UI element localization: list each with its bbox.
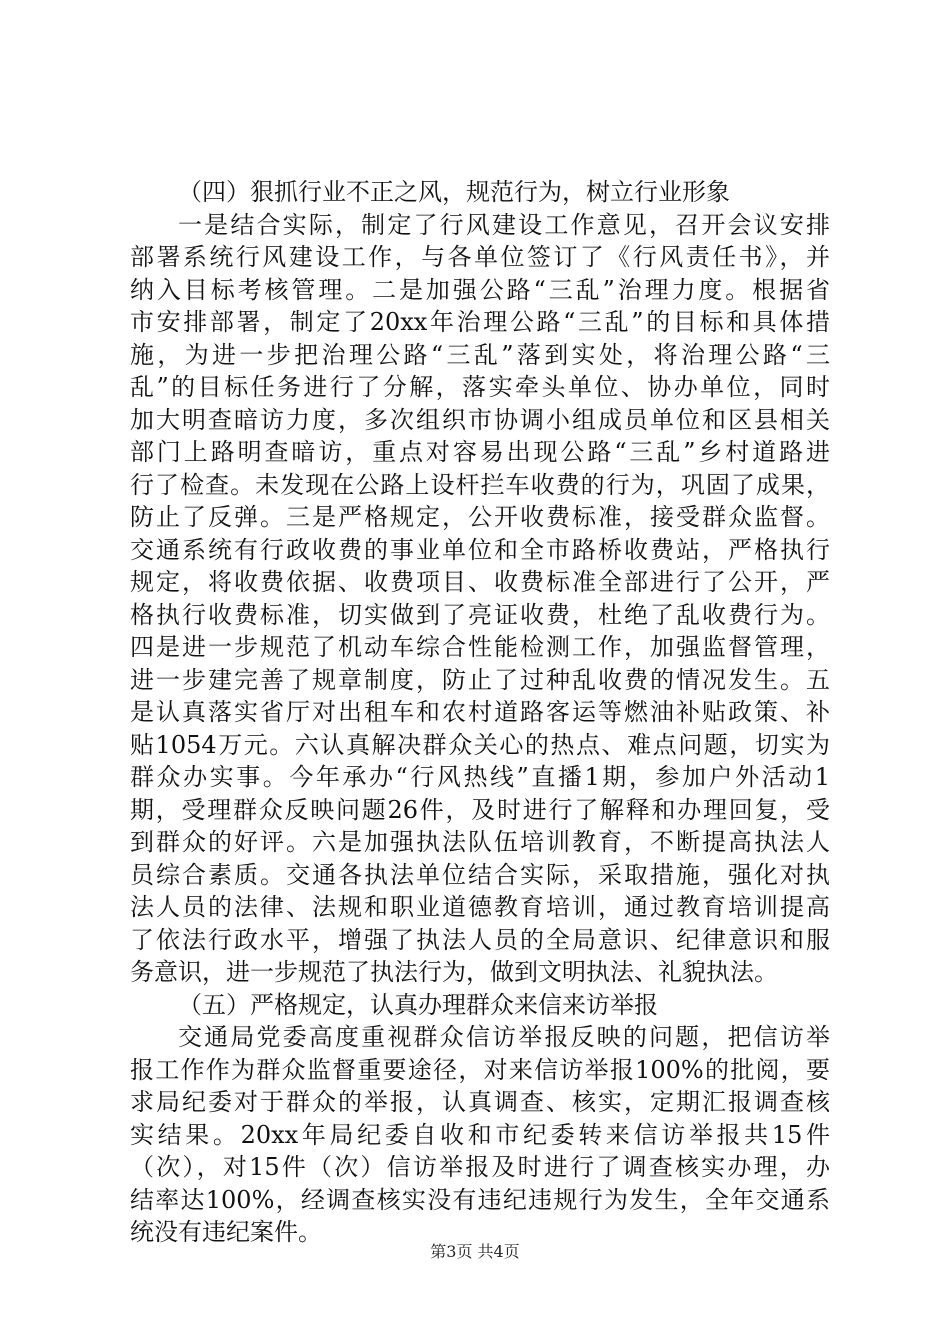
paragraph-line: 群众办实事。今年承办“行风热线”直播1期，参加户外活动1 <box>130 763 830 791</box>
document-body <box>130 176 830 1249</box>
paragraph-line: 交通局党委高度重视群众信访举报反映的问题，把信访举 <box>178 1023 830 1051</box>
paragraph-line: 行了检查。未发现在公路上设杆拦车收费的行为，巩固了成果， <box>130 470 830 499</box>
paragraph-line: 部署系统行风建设工作，与各单位签订了《行风责任书》，并 <box>130 243 830 271</box>
paragraph-line: 了依法行政水平，增强了执法人员的全局意识、纪律意识和服 <box>130 925 830 954</box>
section-heading: （四）狠抓行业不正之风，规范行为，树立行业形象 <box>178 178 730 206</box>
paragraph-line: 部门上路明查暗访，重点对容易出现公路“三乱”乡村道路进 <box>130 438 830 466</box>
paragraph-line: 四是进一步规范了机动车综合性能检测工作，加强监督管理， <box>130 633 830 661</box>
paragraph-line: 乱”的目标任务进行了分解，落实牵头单位、协办单位，同时 <box>130 373 830 401</box>
paragraph-line: 求局纪委对于群众的举报，认真调查、核实，定期汇报调查核 <box>130 1088 830 1116</box>
paragraph-line: （次），对15件（次）信访举报及时进行了调查核实办理，办 <box>130 1153 830 1181</box>
paragraph-line: 防止了反弹。三是严格规定，公开收费标准，接受群众监督。 <box>130 503 830 531</box>
paragraph-line: 贴1054万元。六认真解决群众关心的热点、难点问题，切实为 <box>130 730 830 759</box>
paragraph-line: 一是结合实际，制定了行风建设工作意见，召开会议安排 <box>178 210 830 239</box>
paragraph-line: 务意识，进一步规范了执法行为，做到文明执法、礼貌执法。 <box>130 958 778 986</box>
paragraph-line: 报工作作为群众监督重要途径，对来信访举报100%的批阅，要 <box>130 1055 830 1084</box>
paragraph-line: 市安排部署，制定了20xx年治理公路“三乱”的目标和具体措 <box>130 308 830 336</box>
paragraph-line: 统没有违纪案件。 <box>130 1218 322 1246</box>
paragraph-line: 施，为进一步把治理公路“三乱”落到实处，将治理公路“三 <box>130 340 830 369</box>
paragraph-line: 是认真落实省厅对出租车和农村道路客运等燃油补贴政策、补 <box>130 698 830 726</box>
section-heading: （五）严格规定，认真办理群众来信来访举报 <box>178 990 658 1019</box>
paragraph-line: 结率达100%，经调查核实没有违纪违规行为发生，全年交通系 <box>130 1185 830 1214</box>
paragraph-line: 期，受理群众反映问题26件，及时进行了解释和办理回复，受 <box>130 795 830 824</box>
paragraph-line: 纳入目标考核管理。二是加强公路“三乱”治理力度。根据省 <box>130 275 830 304</box>
paragraph-line: 员综合素质。交通各执法单位结合实际，采取措施，强化对执 <box>130 860 830 889</box>
paragraph-line: 法人员的法律、法规和职业道德教育培训，通过教育培训提高 <box>130 893 830 921</box>
paragraph-line: 格执行收费标准，切实做到了亮证收费，杜绝了乱收费行为。 <box>130 600 830 629</box>
paragraph-line: 进一步建完善了规章制度，防止了过种乱收费的情况发生。五 <box>130 665 830 694</box>
paragraph-line: 加大明查暗访力度，多次组织市协调小组成员单位和区县相关 <box>130 405 830 434</box>
paragraph-line: 实结果。20xx年局纪委自收和市纪委转来信访举报共15件 <box>130 1120 830 1149</box>
page-footer: 第3页 共4页 <box>430 1242 520 1261</box>
paragraph-line: 到群众的好评。六是加强执法队伍培训教育，不断提高执法人 <box>130 828 830 856</box>
paragraph-line: 交通系统有行政收费的事业单位和全市路桥收费站，严格执行 <box>130 535 830 564</box>
paragraph-line: 规定，将收费依据、收费项目、收费标准全部进行了公开，严 <box>130 568 830 596</box>
